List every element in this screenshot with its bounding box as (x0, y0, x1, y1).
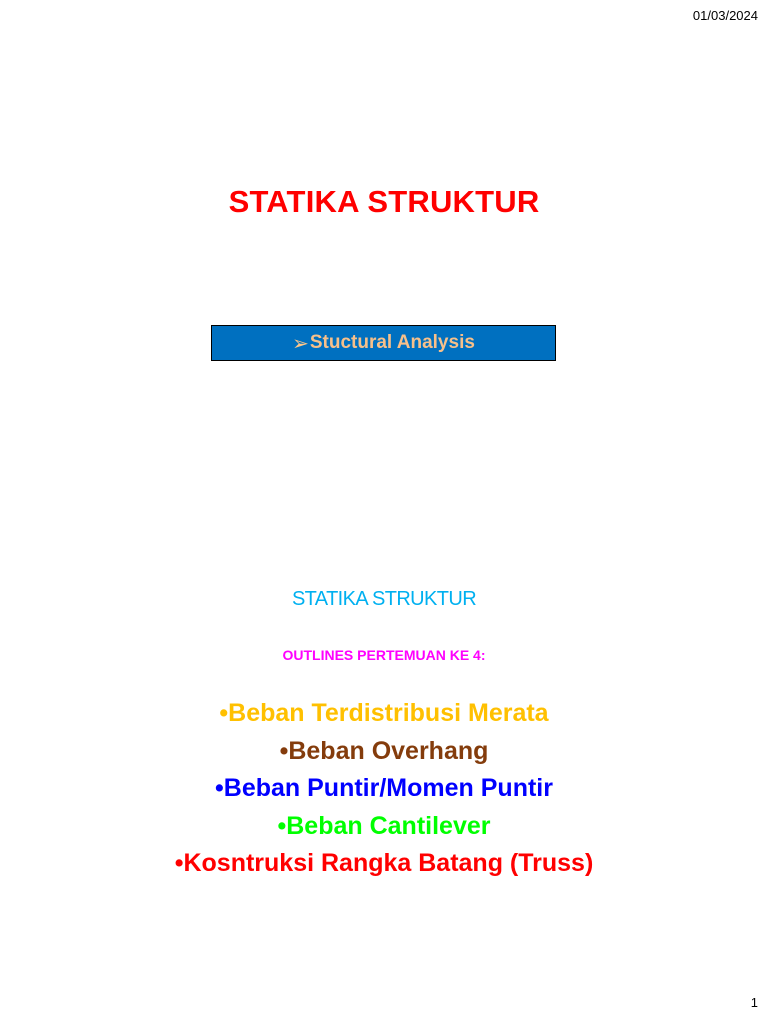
arrow-bullet-icon: ➢ (292, 332, 309, 355)
page-number: 1 (750, 995, 758, 1010)
document-date: 01/03/2024 (692, 8, 758, 23)
outline-list (0, 696, 768, 884)
outline-item: •Beban Terdistribusi Merata (219, 699, 549, 727)
subtitle-label: Stuctural Analysis (309, 332, 475, 353)
slide-title: STATIKA STRUKTUR (228, 184, 540, 219)
outline-item: •Beban Puntir/Momen Puntir (215, 774, 553, 802)
outline-item: •Beban Cantilever (277, 811, 491, 840)
outline-item: •Kosntruksi Rangka Batang (Truss) (174, 849, 594, 877)
slide-title-second: STATIKA STRUKTUR (291, 588, 477, 610)
outline-item: •Beban Overhang (279, 736, 489, 765)
subtitle-box (211, 325, 556, 361)
outline-heading: OUTLINES PERTEMUAN KE 4: (282, 647, 486, 663)
